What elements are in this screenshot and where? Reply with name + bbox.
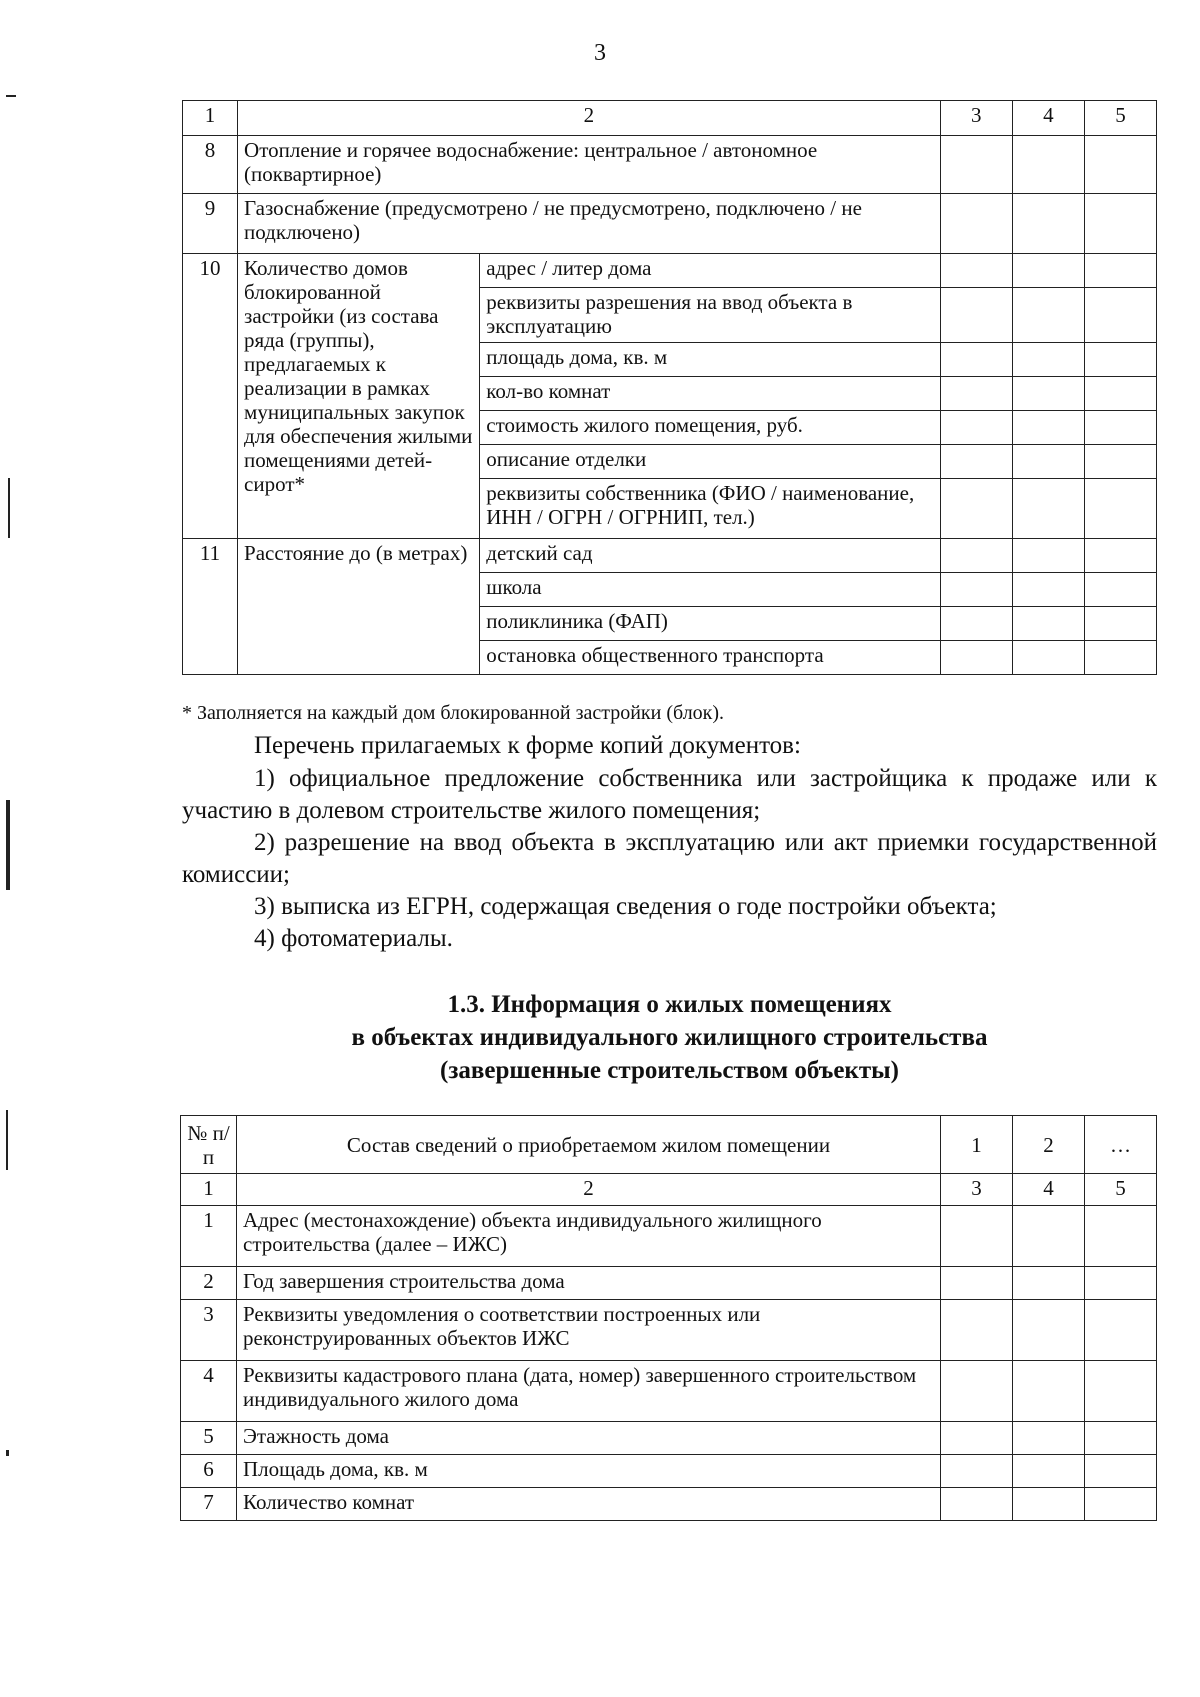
- sub-item: адрес / литер дома: [480, 254, 940, 288]
- row-text: Площадь дома, кв. м: [237, 1455, 941, 1488]
- scan-artifact: [8, 478, 10, 538]
- sub-item: реквизиты разрешения на ввод объекта в эксплуатацию: [480, 288, 940, 343]
- value-cell: [1012, 194, 1084, 254]
- table-row: [183, 539, 1157, 573]
- document-item: 3) выписка из ЕГРН, содержащая сведения о годе постройки объекта;: [254, 893, 997, 920]
- header-cell: …: [1085, 1116, 1157, 1174]
- sub-item: площадь дома, кв. м: [480, 343, 940, 377]
- scan-artifact: [6, 95, 16, 97]
- value-cell: [1084, 194, 1156, 254]
- row-number: 2: [181, 1267, 237, 1300]
- row-text: Количество комнат: [237, 1488, 941, 1521]
- row-text: Отопление и горячее водоснабжение: центральное / автономное (поквартирное): [238, 136, 941, 194]
- row-number: 9: [183, 194, 238, 254]
- document-item: 4) фотоматериалы.: [254, 925, 453, 952]
- column-number: 5: [1085, 1174, 1157, 1206]
- column-number: 4: [1013, 1174, 1085, 1206]
- sub-item: описание отделки: [480, 445, 940, 479]
- header-cell: 2: [238, 101, 941, 136]
- table-row: [181, 1206, 1157, 1267]
- sub-item: остановка общественного транспорта: [480, 641, 940, 675]
- sub-item: школа: [480, 573, 940, 607]
- row-text: Адрес (местонахождение) объекта индивидуального жилищного строительства (далее – ИЖС): [237, 1206, 941, 1267]
- header-cell: 1: [941, 1116, 1013, 1174]
- row-text: Этажность дома: [237, 1422, 941, 1455]
- header-cell: 2: [1013, 1116, 1085, 1174]
- documents-intro: Перечень прилагаемых к форме копий документов:: [254, 732, 801, 759]
- column-number: 3: [941, 1174, 1013, 1206]
- section-heading-line: (завершенные строительством объекты): [440, 1057, 899, 1084]
- column-number: 2: [237, 1174, 941, 1206]
- header-cell: Состав сведений о приобретаемом жилом помещении: [237, 1116, 941, 1174]
- sub-item: детский сад: [480, 539, 940, 573]
- page-number: 3: [594, 40, 606, 66]
- header-cell: № п/п: [181, 1116, 237, 1174]
- value-cell: [940, 194, 1012, 254]
- table-row: [181, 1267, 1157, 1300]
- header-cell: 3: [940, 101, 1012, 136]
- row-label: Количество домов блокированной застройки (из состава ряда (группы), предлагаемых к реализации в рамках муниципальных закупок для обеспечения жилыми помещениями детей-сирот*: [238, 254, 480, 539]
- table-row: [183, 194, 1157, 254]
- section-heading-line: в объектах индивидуального жилищного строительства: [351, 1024, 988, 1051]
- document-item: 1) официальное предложение собственника или застройщика к продаже или к участию в долевом строительстве жилого помещения;: [182, 765, 1157, 824]
- top-table: [182, 100, 1157, 675]
- table-row: [183, 254, 1157, 288]
- row-number: 8: [183, 136, 238, 194]
- section-heading-line: 1.3. Информация о жилых помещениях: [447, 991, 892, 1018]
- footnote: * Заполняется на каждый дом блокированной застройки (блок).: [182, 702, 725, 724]
- value-cell: [940, 136, 1012, 194]
- table-row: [183, 136, 1157, 194]
- sub-item: поликлиника (ФАП): [480, 607, 940, 641]
- table-row: [181, 1455, 1157, 1488]
- row-number: 6: [181, 1455, 237, 1488]
- row-text: Год завершения строительства дома: [237, 1267, 941, 1300]
- row-number: 10: [183, 254, 238, 539]
- value-cell: [1012, 136, 1084, 194]
- row-text: Реквизиты кадастрового плана (дата, номер) завершенного строительством индивидуального жилого дома: [237, 1361, 941, 1422]
- value-cell: [1084, 136, 1156, 194]
- row-number: 7: [181, 1488, 237, 1521]
- document-item: 2) разрешение на ввод объекта в эксплуатацию или акт приемки государственной комиссии;: [182, 829, 1157, 888]
- row-number: 5: [181, 1422, 237, 1455]
- row-label: Расстояние до (в метрах): [238, 539, 480, 675]
- table-row: [181, 1361, 1157, 1422]
- table-row: [181, 1422, 1157, 1455]
- scan-artifact: [6, 1450, 9, 1456]
- bottom-table: [180, 1115, 1157, 1521]
- column-number-row: [181, 1174, 1157, 1206]
- scan-artifact: [6, 800, 10, 890]
- column-number: 1: [181, 1174, 237, 1206]
- header-cell: 4: [1012, 101, 1084, 136]
- table-row: [181, 1300, 1157, 1361]
- section-heading: [182, 988, 1157, 1087]
- scan-artifact: [6, 1110, 8, 1170]
- sub-item: реквизиты собственника (ФИО / наименование, ИНН / ОГРН / ОГРНИП, тел.): [480, 479, 940, 539]
- table-header-row: [183, 101, 1157, 136]
- table-header-row: [181, 1116, 1157, 1174]
- row-number: 1: [181, 1206, 237, 1267]
- sub-item: кол-во комнат: [480, 377, 940, 411]
- row-number: 4: [181, 1361, 237, 1422]
- row-text: Реквизиты уведомления о соответствии построенных или реконструированных объектов ИЖС: [237, 1300, 941, 1361]
- sub-item: стоимость жилого помещения, руб.: [480, 411, 940, 445]
- row-number: 11: [183, 539, 238, 675]
- header-cell: 1: [183, 101, 238, 136]
- row-number: 3: [181, 1300, 237, 1361]
- row-text: Газоснабжение (предусмотрено / не предусмотрено, подключено / не подключено): [238, 194, 941, 254]
- header-cell: 5: [1084, 101, 1156, 136]
- table-row: [181, 1488, 1157, 1521]
